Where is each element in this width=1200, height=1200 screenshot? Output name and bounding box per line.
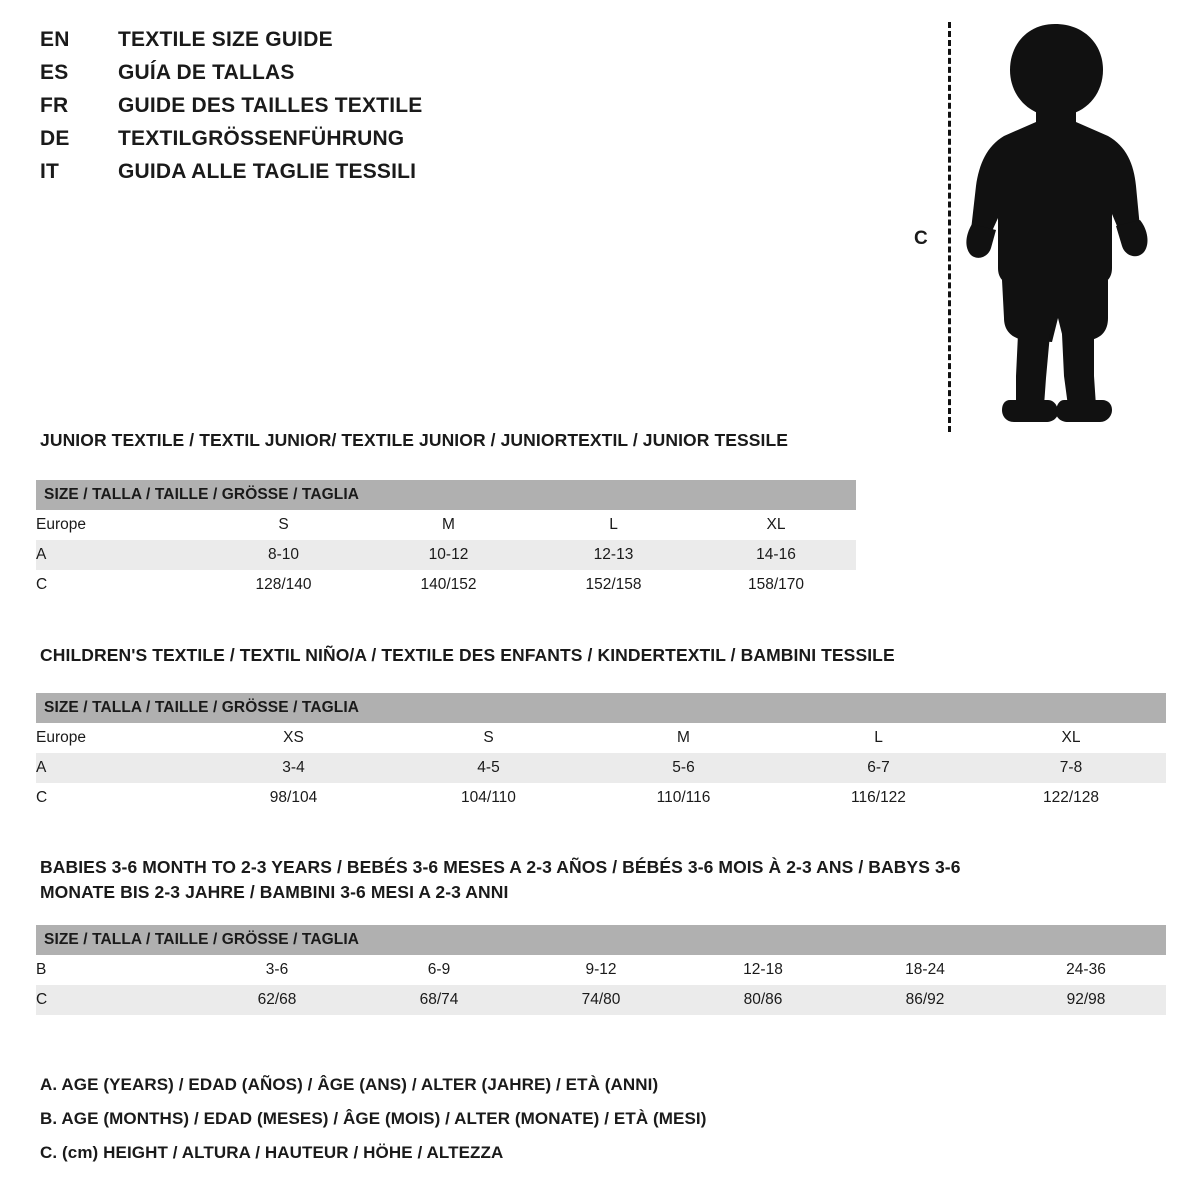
row-label: C	[36, 570, 201, 600]
language-code: EN	[40, 28, 70, 51]
table-row	[36, 540, 856, 570]
table-row	[36, 693, 1166, 723]
table-row	[36, 570, 856, 600]
cell-value: 140/152	[366, 570, 531, 600]
table-children	[36, 693, 1166, 813]
measure-label-c: C	[914, 228, 928, 249]
table-header-size: SIZE / TALLA / TAILLE / GRÖSSE / TAGLIA	[36, 693, 1166, 723]
language-row	[40, 94, 660, 127]
cell-value: S	[391, 723, 586, 753]
cell-value: XL	[976, 723, 1166, 753]
language-title-list	[40, 28, 660, 193]
language-row	[40, 61, 660, 94]
language-code: DE	[40, 127, 70, 150]
language-title: GUÍA DE TALLAS	[118, 61, 295, 84]
table-row	[36, 985, 1166, 1015]
child-silhouette-icon	[958, 18, 1158, 433]
table-header-size: SIZE / TALLA / TAILLE / GRÖSSE / TAGLIA	[36, 925, 1166, 955]
cell-value: M	[586, 723, 781, 753]
table-row	[36, 480, 856, 510]
cell-value: M	[366, 510, 531, 540]
language-title: TEXTILGRÖSSENFÜHRUNG	[118, 127, 405, 150]
cell-value: 3-4	[196, 753, 391, 783]
language-row	[40, 160, 660, 193]
row-label: Europe	[36, 510, 201, 540]
cell-value: 62/68	[196, 985, 358, 1015]
cell-value: 74/80	[520, 985, 682, 1015]
cell-value: 110/116	[586, 783, 781, 813]
cell-value: 3-6	[196, 955, 358, 985]
table-row	[36, 723, 1166, 753]
language-title: GUIDA ALLE TAGLIE TESSILI	[118, 160, 417, 183]
height-measure-figure	[900, 10, 1180, 430]
legend-line-a: A. AGE (YEARS) / EDAD (AÑOS) / ÂGE (ANS) / ALTER (JAHRE) / ETÀ (ANNI)	[40, 1075, 659, 1094]
legend-line-c: C. (cm) HEIGHT / ALTURA / HAUTEUR / HÖHE / ALTEZZA	[40, 1143, 504, 1162]
cell-value: 12-13	[531, 540, 696, 570]
cell-value: 6-7	[781, 753, 976, 783]
table-row	[36, 955, 1166, 985]
cell-value: 24-36	[1006, 955, 1166, 985]
cell-value: 8-10	[201, 540, 366, 570]
table-row	[36, 753, 1166, 783]
cell-value: 80/86	[682, 985, 844, 1015]
cell-value: 68/74	[358, 985, 520, 1015]
cell-value: L	[781, 723, 976, 753]
height-dashed-line	[948, 22, 951, 432]
cell-value: 128/140	[201, 570, 366, 600]
cell-value: L	[531, 510, 696, 540]
cell-value: 158/170	[696, 570, 856, 600]
section-title-junior: JUNIOR TEXTILE / TEXTIL JUNIOR/ TEXTILE JUNIOR / JUNIORTEXTIL / JUNIOR TESSILE	[40, 430, 789, 450]
cell-value: 14-16	[696, 540, 856, 570]
language-row	[40, 127, 660, 160]
row-label: C	[36, 985, 196, 1015]
section-title-children: CHILDREN'S TEXTILE / TEXTIL NIÑO/A / TEXTILE DES ENFANTS / KINDERTEXTIL / BAMBINI TESSILE	[40, 645, 895, 665]
cell-value: S	[201, 510, 366, 540]
section-title-babies: BABIES 3-6 MONTH TO 2-3 YEARS / BEBÉS 3-6 MESES A 2-3 AÑOS / BÉBÉS 3-6 MOIS À 2-3 ANS / BABYS 3-6 MONATE BIS 2-3 JAHRE / BAMBINI 3-6 MESI A 2-3 ANNI	[40, 857, 961, 903]
table-row	[36, 925, 1166, 955]
cell-value: 92/98	[1006, 985, 1166, 1015]
cell-value: 9-12	[520, 955, 682, 985]
cell-value: 116/122	[781, 783, 976, 813]
language-code: IT	[40, 160, 60, 183]
language-code: ES	[40, 61, 69, 84]
legend-line-b: B. AGE (MONTHS) / EDAD (MESES) / ÂGE (MOIS) / ALTER (MONATE) / ETÀ (MESI)	[40, 1109, 707, 1128]
table-babies	[36, 925, 1166, 1015]
row-label: A	[36, 540, 201, 570]
row-label: C	[36, 783, 196, 813]
language-title: TEXTILE SIZE GUIDE	[118, 28, 333, 51]
legend	[40, 1068, 1040, 1170]
cell-value: 4-5	[391, 753, 586, 783]
cell-value: 98/104	[196, 783, 391, 813]
cell-value: 152/158	[531, 570, 696, 600]
table-junior	[36, 480, 856, 600]
cell-value: XS	[196, 723, 391, 753]
cell-value: 6-9	[358, 955, 520, 985]
language-code: FR	[40, 94, 69, 117]
cell-value: 104/110	[391, 783, 586, 813]
row-label: A	[36, 753, 196, 783]
cell-value: 10-12	[366, 540, 531, 570]
row-label: B	[36, 955, 196, 985]
cell-value: XL	[696, 510, 856, 540]
table-row	[36, 783, 1166, 813]
table-header-size: SIZE / TALLA / TAILLE / GRÖSSE / TAGLIA	[36, 480, 856, 510]
cell-value: 122/128	[976, 783, 1166, 813]
table-row	[36, 510, 856, 540]
cell-value: 7-8	[976, 753, 1166, 783]
cell-value: 12-18	[682, 955, 844, 985]
cell-value: 86/92	[844, 985, 1006, 1015]
cell-value: 5-6	[586, 753, 781, 783]
row-label: Europe	[36, 723, 196, 753]
language-row	[40, 28, 660, 61]
language-title: GUIDE DES TAILLES TEXTILE	[118, 94, 423, 117]
cell-value: 18-24	[844, 955, 1006, 985]
